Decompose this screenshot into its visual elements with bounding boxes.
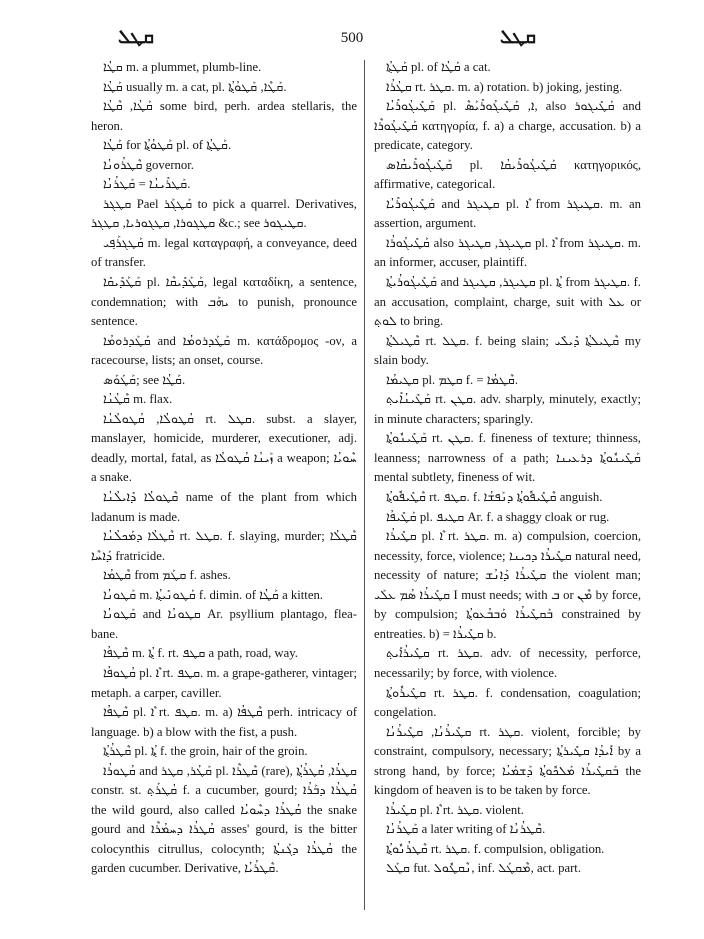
dictionary-entry: ܩܰܛܰܘܰܣ; see ܩܰܛܳܐ. <box>103 372 186 387</box>
dictionary-entry: ܩܶܛܺܝܦܽܘܬ݂ܳܐ rt. ܩܛܦ. f. ܩܶܛܺܝܦܽܘܬ݂ܳܐ ܕܢܰܦܫܳܐ anguish. <box>386 490 603 505</box>
dictionary-entry: ܩܰܛܺܝܢܽܘܬ݂ܳܐ rt. ܩܛܢ. f. fineness of texture; thinness, leanness; narrowness of a path; ܩܰܛܺܝܢܽܘܬ݂ܳܐ ܕܪܥܝܢܐ mental subtlety, fineness of wit. <box>374 431 641 485</box>
dictionary-entry: ܩܳܛܘܪܳܐ and ܩܰܛܳܪ, ܩܛܪ pl. ܩܶܛܪܶܐ (rare), ܩܛܪܳܐ, ܩܳܛܪܳܬ݂ܳܐ constr. st. ܩܳܛܪܰܬ݂ f. a cucumber, gourd; ܩܳܛܪܳܐ ܕܒܰܪܳܐ the wild gourd, also called ܩܳܛܪܳܐ ܕܚܶܘܝܳܐ the snake gourd and ܩܳܛܪܳܐ ܕܚܡܳܪܶܐ asses' gourd, is the bitter colocynthis citrullus, colocynth; ܩܳܛܪܳܐ ܕܓܰܢܬ݂ܳܐ the garden cucumber. Derivative, ܩܶܛܪܳܝܳܐ. <box>91 763 357 876</box>
dictionary-entry: ܩܛܺܝܪܽܘܬ݂ܳܐ rt. ܩܛܪ. f. condensation, coagulation; congelation. <box>374 685 641 720</box>
dictionary-entry: ܩܶܛܪܳܢܽܘܬ݂ܳܐ rt. ܩܛܪ. f. compulsion, obligation. <box>386 841 605 856</box>
dictionary-entry: ܩܳܛܘܠܳܐ, ܩܳܛܘܠܳܢܳܐ rt. ܩܛܠ. subst. a slayer, manslayer, homicide, murderer, executioner, adj. deadly, mortal, fatal, as ܙܰܝܢܳܐ ܩܳܛܘܠܳܐ a weapon; ܚܶܘܝܳܐ a snake. <box>91 411 357 485</box>
dictionary-entry: ܩܰܛܰܕܺܝܩܺܐ pl. ܩܰܛܰܕܺܝܩܶܐ, legal καταδίκη, a sentence, condemnation; with ܝܗܰܒ to punish, pronounce sentence. <box>91 275 358 329</box>
left-column <box>91 58 357 879</box>
dictionary-entry: ܩܰܛܘܢܳܐ m. ܩܰܛܘܢܺܝܬ݂ܳܐ f. dimin. of ܩܰܛܳܐ a kitten. <box>103 587 323 602</box>
dictionary-entry: ܩܶܛܦܳܐ pl. ܶܐ rt. ܩܛܦ. m. a) ܩܶܛܦܳܐ perh. intricacy of language. b) a blow with the fist, a push. <box>91 705 357 739</box>
dictionary-entry: ܩܶܛܝܠܬ݂ܳܐ rt. ܩܛܠ. f. being slain; ܩܶܛܝܠܬ݂ܳܐ ܕܺܝܠܺܝ my slain body. <box>374 333 641 368</box>
dictionary-entry: ܩܰܛܺܝܓܳܘܪܺܝܩܳܐܣ pl. ܩܰܛܺܝܓܳܘܪܺܝܩܳܐ κατηγορικός, affirmative, categorical. <box>374 157 641 192</box>
dictionary-entry: ܩܰܛܺܝܢܳܐܺܝܬ݂ rt. ܩܛܢ. adv. sharply, minutely, exactly; in minute characters; sparingly. <box>374 392 641 426</box>
dictionary-entry: ܩܰܛܺܝܓܳܘܪܺܝܳܐ pl. ܶܐ, ܩܰܛܺܝܓܳܘܪܺܝܰܣ, also ܩܰܛܺܝܓܘܪ and ܩܰܛܺܝܓܳܘܪܶܐ κατηγορία, f. a) a charge, accusation. b) a predicate, category. <box>374 99 641 153</box>
dictionary-entry: ܩܰܛܳܐ, ܩܶܛܳܐ some bird, perh. ardea stellaris, the heron. <box>91 99 357 133</box>
dictionary-entry: ܩܛܝܡܳܐ pl. ܩܛܡ f. = ܩܶܛܡܳܐ. <box>386 372 519 387</box>
dictionary-entry: ܩܛܺܝܪܳܐܺܝܬ݂ rt. ܩܛܪ. adv. of necessity, perforce, necessarily; by force, with violence. <box>374 646 641 680</box>
dictionary-entry: ܩܰܛܘܢܳܐ and ܩܛܘܢܳܐ Ar. psyllium plantago, flea-bane. <box>91 607 357 641</box>
dictionary-entry: ܩܰܛܪܳܢܳܐ a later writing of ܩܶܛܪܳܢܳܐ. <box>386 822 546 837</box>
header-guide-word-right: ܩܛܠ <box>500 26 536 48</box>
dictionary-entry: ܩܛܳܪܳܐ rt. ܩܛܪ. m. a) rotation. b) joking, jesting. <box>386 79 623 94</box>
dictionary-entry: ܩܰܛܓܪܰܦ݂ܝ m. legal καταγραφή, a conveyance, deed of transfer. <box>91 235 357 270</box>
dictionary-entry: ܩܛܓܪ Pael ܩܰܛܓܰܪ to pick a quarrel. Derivatives, ܩܛܓܘܪܐ, ܩܛܓܘܪܝܐ, ܩܛܓܪ &c.; see ܩܛܝܓܘܪ. <box>91 196 357 231</box>
dictionary-entry: ܩܰܛܬ݂ܳܐ pl. of ܩܰܛܳܐ a cat. <box>386 60 491 74</box>
dictionary-entry: ܩܶܛܦܳܐ m. ܬ݂ܳܐ f. rt. ܩܛܦ a path, road, way. <box>103 646 298 661</box>
dictionary-entry: ܩܰܛܳܐ for ܩܰܛܘܳܬ݂ܳܐ pl. of ܩܰܛܬ݂ܳܐ. <box>103 138 232 153</box>
dictionary-entry: ܩܶܛܠܳܐ ܕܡܰܟܠܳܢܳܐ rt. ܩܛܠ. f. slaying, murder; ܩܶܛܠܳܐ ܕܰܐܚܶܐ fratricide. <box>91 529 357 563</box>
header-guide-word-left: ܩܛܠ <box>118 26 154 48</box>
column-divider <box>364 60 365 910</box>
dictionary-entry: ܩܶܛܳܢܳܐ m. flax. <box>103 392 173 407</box>
dictionary-entry: ܩܛܳܐ m. a plummet, plumb-line. <box>103 60 262 74</box>
dictionary-entry: ܩܰܛܺܝܦܳܐ pl. ܩܛܝܦ Ar. f. a shaggy cloak or rug. <box>386 509 610 524</box>
dictionary-entry: ܩܰܛܺܝܓܳܘܪܳܝܬ݂ܳܐ and ܩܛܝܓܪ, ܩܛܝܓܪ pl. ܬ݂ܳܐ from ܩܛܝܓܪ. f. an accusation, complaint, charge, suit with ܥܠ or ܠܘܬ݂ to bring. <box>374 275 641 329</box>
dictionary-entry: ܩܛܺܝܪܳܢܳܐ, ܩܛܺܝܪܳܢܳܐ rt. ܩܛܪ. violent, forcible; by constraint, compulsory, necessary; ܐܺܝܕܳܐ ܩܛܺܝܪܬ݂ܳܐ by a strong hand, by force; ܒܰܩܛܺܝܪܳܐ ܡܰܠܟܽܘܬ݂ܳܐ ܕܰܫܡܰܝܳܐ the kingdom of heaven is to be taken by force. <box>374 724 641 798</box>
dictionary-entry: ܩܶܛܪܳܬ݂ܳܐ pl. ܬ݂ܳܐ f. the groin, hair of the groin. <box>103 744 308 759</box>
right-column <box>374 58 641 879</box>
page-number: 500 <box>340 30 364 46</box>
dictionary-entry: ܩܳܛܘܦܳܐ pl. ܶܐ rt. ܩܛܦ. m. a grape-gatherer, vintager; metaph. a carper, caviller. <box>91 665 357 700</box>
page-header <box>0 26 704 50</box>
dictionary-entry: ܩܶܛܡܳܐ from ܩܛܰܡ f. ashes. <box>103 568 231 583</box>
dictionary-entry: ܩܰܛܺܝܓܳܘܪܺܝܳܐ and ܩܛܝܓܪ pl. ܶܐ from ܩܛܝܓܪ. m. an assertion, argument. <box>374 196 641 231</box>
dictionary-entry: ܩܰܛܺܝܓܳܘܪܳܐ also ܩܛܝܓܪ, ܩܛܝܓܪ pl. ܶܐ from ܩܛܝܓܪ. m. an informer, accuser, plaintiff. <box>374 235 641 270</box>
dictionary-entry: ܩܰܛܰܕܪܘܡܳܐ and ܩܰܛܰܕܪܘܡܳܐ m. κατάδρομος -ον, a racecourse, lists; an onset, course. <box>91 333 357 368</box>
dictionary-entry: ܩܰܛܪܺܝܢܳܐ = ܩܰܛܪܳܢܳܐ. <box>103 177 191 192</box>
dictionary-entry: ܩܛܰܠ fut. ܢܶܩܛܽܘܠ, inf. ܡܶܩܛܰܠ, act. part. <box>386 861 581 876</box>
dictionary-entry: ܩܶܛܪܳܘܢܳܐ governor. <box>103 157 194 172</box>
dictionary-entry: ܩܰܛܳܐ usually m. a cat, pl. ܩܰܛܶܐ, ܩܰܛܘܳܬ݂ܳܐ. <box>103 79 287 94</box>
dictionary-entry: ܩܛܺܝܪܳܐ pl. ܶܐ rt. ܩܛܪ. m. a) compulsion, coercion, necessity, force, violence; ܩܛܺܝܪܳܐ ܕܟܝܢܐ natural need, necessity of nature; ܩܛܺܝܪܳܐ ܕܰܐܢܳܫ the violent man; ܩܛܺܝܪܳܐ ܣܳܡ ܥܠܰܝ I must needs; with ܒ or ܡܶܢ by force, by compulsion; ܒܰܩܛܺܝܪܳܐ ܘܰܒܒܳܥܘܬ݂ܳܐ constrained by entreaties. b) = ܩܛܺܝܪܳܐ b. <box>374 529 642 641</box>
dictionary-entry: ܩܶܛܘܠܳܐ ܕܺܐܝܠܳܢܳܐ name of the plant from which ladanum is made. <box>91 490 357 524</box>
dictionary-entry: ܩܛܺܝܪܳܐ pl. ܶܐ rt. ܩܛܪ. violent. <box>386 802 524 817</box>
